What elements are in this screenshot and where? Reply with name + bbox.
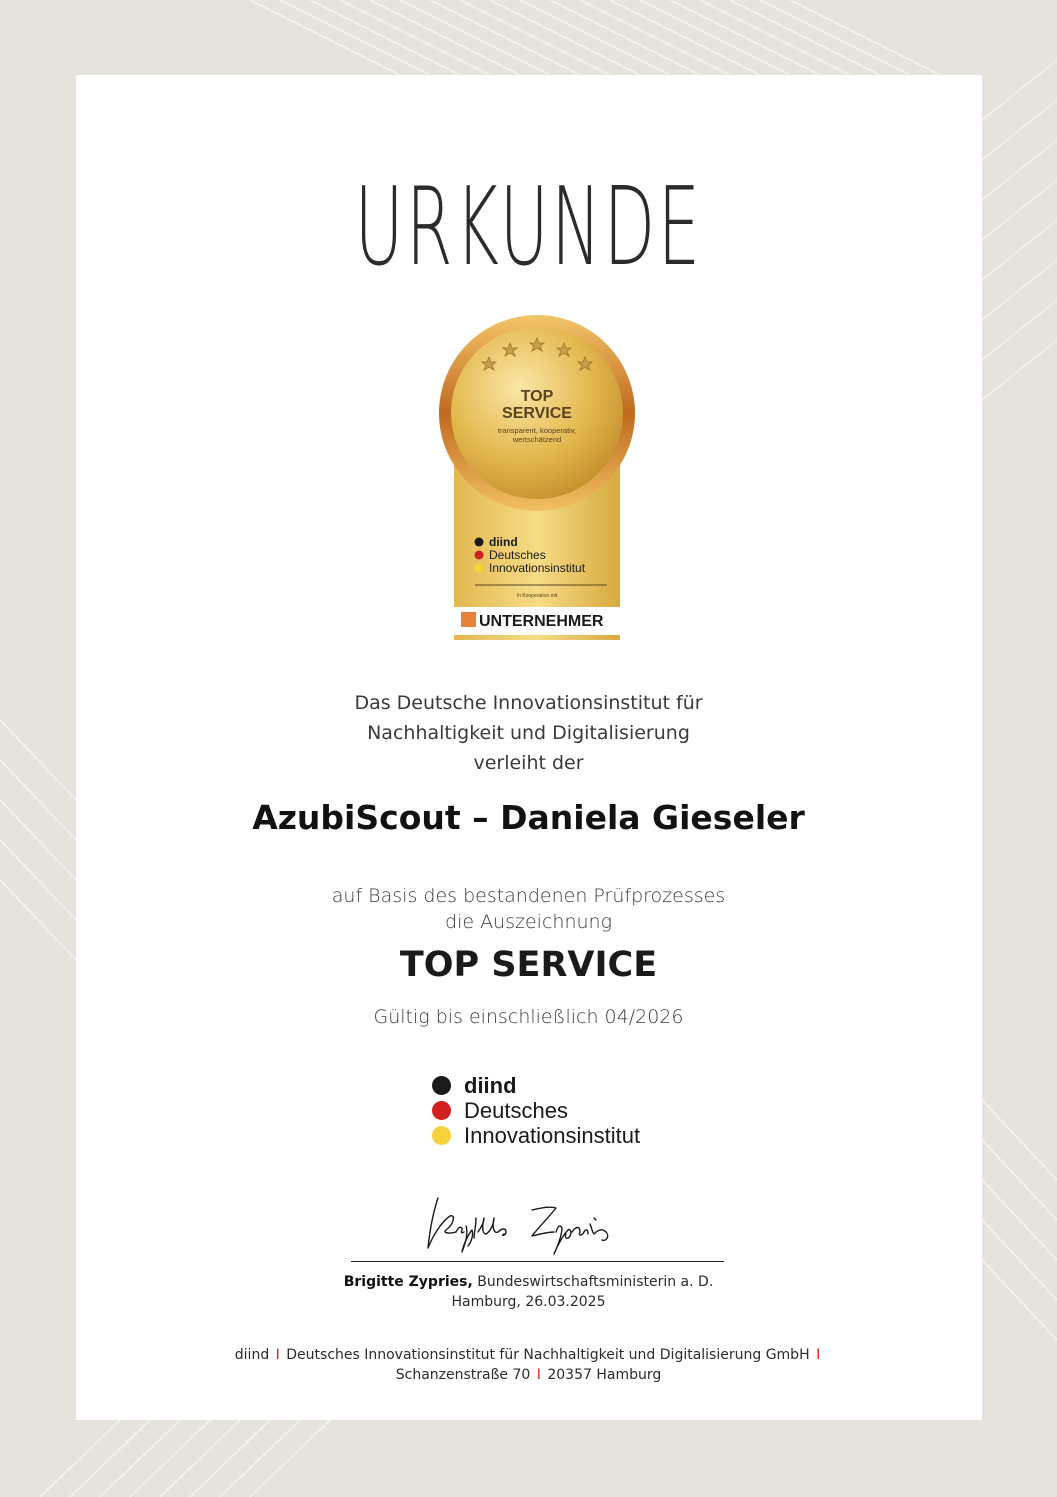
award-title: TOP SERVICE	[399, 945, 658, 985]
basis-line-2: die Auszeichnung	[445, 911, 612, 933]
intro-line-3: verleiht der	[473, 752, 584, 774]
logo-line-1: diind	[464, 1072, 517, 1098]
validity-text: Gültig bis einschließlich 04/2026	[373, 1006, 684, 1028]
footer-separator: I	[536, 1367, 541, 1383]
seal-institute-1: diind	[489, 535, 518, 549]
top-service-seal	[435, 313, 635, 645]
logo-line-3: Innovationsinstitut	[464, 1122, 641, 1148]
seal-heading-service: SERVICE	[502, 405, 572, 422]
footer-part-1: diind	[234, 1347, 270, 1363]
footer	[0, 1345, 1057, 1385]
seal-cooperation: In Kooperation mit	[516, 593, 558, 599]
seal-tagline-1: transparent, kooperativ,	[497, 426, 577, 435]
signer-block	[0, 1272, 1057, 1312]
logo-dot-yellow	[432, 1126, 451, 1145]
signer-role: Bundeswirtschaftsministerin a. D.	[477, 1274, 714, 1290]
footer-street: Schanzenstraße 70	[395, 1367, 531, 1383]
signer-place-date: Hamburg, 26.03.2025	[451, 1294, 606, 1310]
certificate-title: URKUNDE	[354, 165, 703, 290]
logo-line-2: Deutsches	[464, 1097, 568, 1123]
seal-partner: UNTERNEHMER	[479, 613, 604, 630]
basis-text	[0, 883, 1057, 935]
signer-name: Brigitte Zypries,	[343, 1274, 473, 1290]
intro-line-1: Das Deutsche Innovationsinstitut für	[354, 692, 703, 714]
logo-dot-red	[432, 1101, 451, 1120]
seal-institute-3: Innovationsinstitut	[489, 561, 586, 575]
footer-separator: I	[275, 1347, 280, 1363]
seal-tagline-2: wertschätzend	[512, 435, 562, 444]
footer-part-2: Deutsches Innovationsinstitut für Nachhaltigkeit und Digitalisierung GmbH	[286, 1347, 810, 1363]
seal-heading-top: TOP	[520, 388, 554, 405]
signature-line	[351, 1261, 724, 1262]
intro-line-2: Nachhaltigkeit und Digitalisierung	[367, 722, 690, 744]
seal-institute-2: Deutsches	[489, 548, 546, 562]
logo-dot-black	[432, 1076, 451, 1095]
recipient-company: AzubiScout – Daniela Gieseler	[252, 798, 805, 837]
basis-line-1: auf Basis des bestandenen Prüfprozesses	[331, 885, 726, 907]
diind-logo	[432, 1073, 692, 1153]
footer-city: 20357 Hamburg	[547, 1367, 662, 1383]
footer-separator: I	[816, 1347, 821, 1363]
signature	[420, 1188, 650, 1263]
intro-text	[0, 688, 1057, 778]
